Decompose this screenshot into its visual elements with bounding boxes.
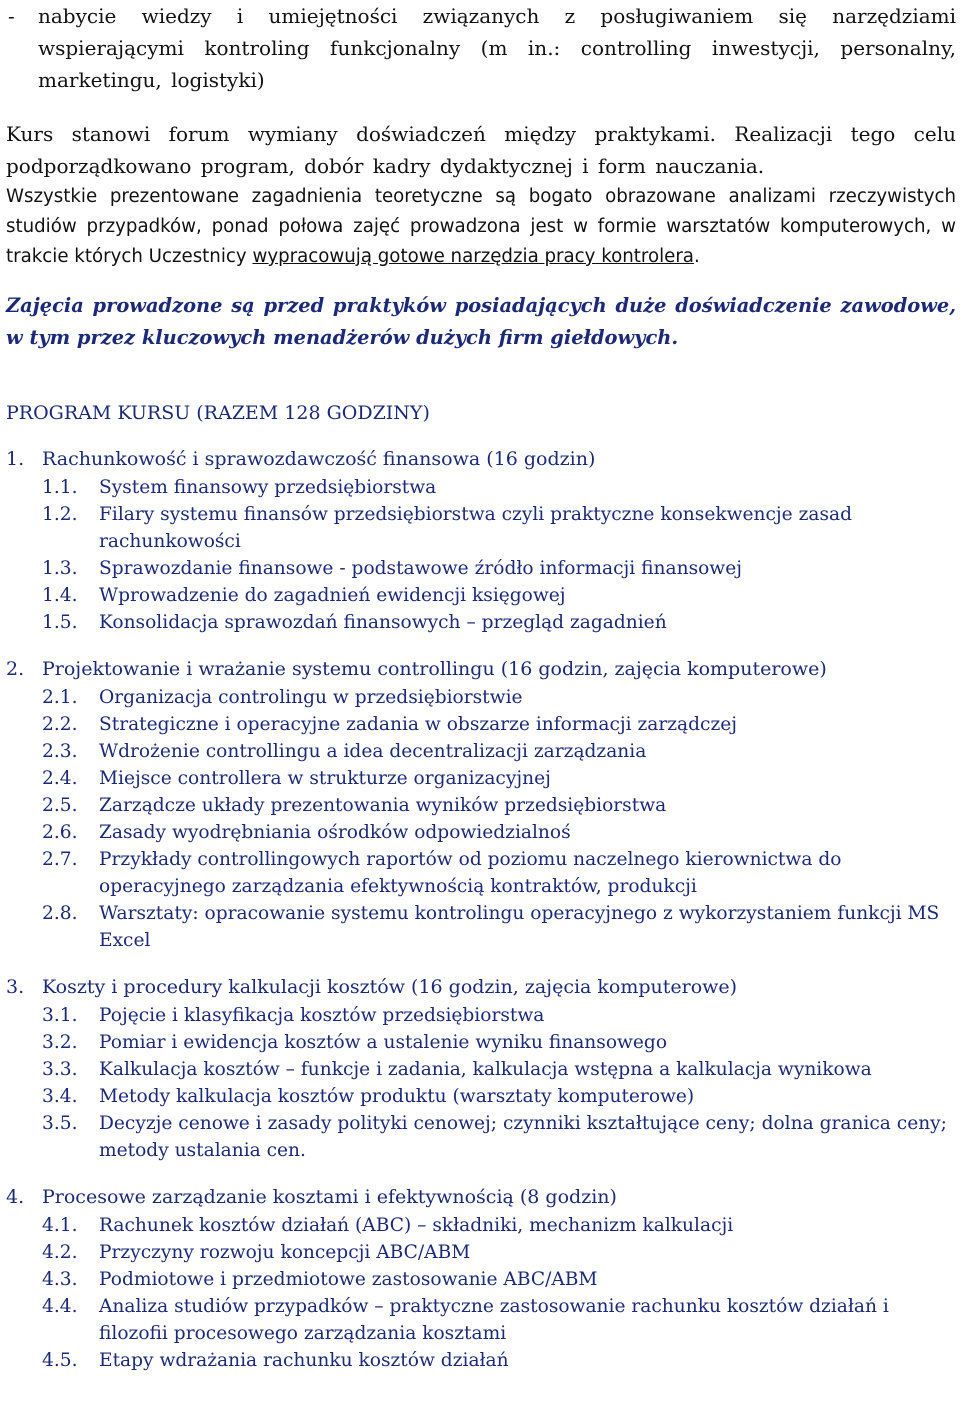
paragraph-2-lead: Wszystkie prezentowane zagadnienia teoretyczne są bogato obrazowane analizami rzeczywistych studiów przypadków, ponad połowa zajęć prowadzona jest w formie warsztatów komputerowych, w trakcie których Uczestnicy: [6, 186, 956, 267]
program-item: [6, 1002, 956, 1029]
section-title: Koszty i procedury kalkulacji kosztów (16 godzin, zajęcia komputerowe): [42, 976, 738, 998]
item-number: 2.1.: [42, 687, 78, 708]
item-number: 4.1.: [42, 1215, 78, 1236]
item-text: Podmiotowe i przedmiotowe zastosowanie ABC/ABM: [99, 1269, 598, 1290]
intro-bullet: [6, 0, 956, 96]
program-item: [6, 1110, 956, 1164]
program-item: [6, 501, 956, 555]
item-number: 1.2.: [42, 504, 78, 525]
program-item: [6, 1083, 956, 1110]
item-text: Przyczyny rozwoju koncepcji ABC/ABM: [99, 1242, 471, 1263]
item-text: System finansowy przedsiębiorstwa: [99, 477, 437, 498]
program-section: [6, 444, 956, 636]
section-heading: [6, 444, 956, 474]
item-text: Pomiar i ewidencja kosztów a ustalenie wyniku finansowego: [99, 1032, 668, 1053]
item-text: Pojęcie i klasyfikacja kosztów przedsiębiorstwa: [99, 1005, 545, 1026]
item-text: Zarządcze układy prezentowania wyników przedsiębiorstwa: [99, 795, 667, 816]
program-item: [6, 609, 956, 636]
program-item: [6, 1029, 956, 1056]
item-number: 3.4.: [42, 1086, 78, 1107]
item-number: 3.3.: [42, 1059, 78, 1080]
item-text: Warsztaty: opracowanie systemu kontrolingu operacyjnego z wykorzystaniem funkcji MS Excel: [99, 903, 940, 951]
program-title: PROGRAM KURSU (RAZEM 128 GODZINY): [6, 402, 430, 424]
program-item: [6, 1266, 956, 1293]
program-item: [6, 711, 956, 738]
program-item: [6, 1212, 956, 1239]
paragraph-2-underlined: wypracowują gotowe narzędzia pracy kontrolera: [252, 246, 694, 267]
item-number: 2.8.: [42, 903, 78, 924]
intro-paragraph-1: Kurs stanowi forum wymiany doświadczeń między praktykami. Realizacji tego celu podporządkowano program, dobór kadry dydaktycznej i form nauczania.: [6, 122, 956, 178]
program-section: [6, 1182, 956, 1374]
program-item: [6, 1293, 956, 1347]
item-number: 4.5.: [42, 1350, 78, 1371]
program-section: [6, 972, 956, 1164]
item-text: Zasady wyodrębniania ośrodków odpowiedzialnoś: [99, 822, 571, 843]
item-text: Strategiczne i operacyjne zadania w obszarze informacji zarządczej: [99, 714, 738, 735]
section-number: 1.: [6, 448, 25, 470]
program-item: [6, 474, 956, 501]
item-number: 2.5.: [42, 795, 78, 816]
program-section: [6, 654, 956, 954]
item-text: Sprawozdanie finansowe - podstawowe źródło informacji finansowej: [99, 558, 742, 579]
item-text: Decyzje cenowe i zasady polityki cenowej; czynniki kształtujące ceny; dolna granica ceny; metody ustalania cen.: [99, 1113, 947, 1161]
highlight-paragraph: Zajęcia prowadzone są przed praktyków posiadających duże doświadczenie zawodowe, w tym przez kluczowych menadżerów dużych firm giełdowych.: [6, 294, 956, 349]
program-item: [6, 900, 956, 954]
program-item: [6, 582, 956, 609]
item-number: 1.5.: [42, 612, 78, 633]
program-item: [6, 555, 956, 582]
section-heading: [6, 1182, 956, 1212]
item-number: 4.3.: [42, 1269, 78, 1290]
item-text: Wprowadzenie do zagadnień ewidencji księgowej: [99, 585, 566, 606]
item-text: Konsolidacja sprawozdań finansowych – przegląd zagadnień: [99, 612, 667, 633]
item-number: 1.3.: [42, 558, 78, 579]
document-page: [6, 0, 956, 1374]
section-heading: [6, 654, 956, 684]
program-item: [6, 1239, 956, 1266]
item-text: Przykłady controllingowych raportów od poziomu naczelnego kierownictwa do operacyjnego zarządzania efektywnością kontraktów, produkcji: [99, 849, 842, 897]
program-item: [6, 846, 956, 900]
section-number: 3.: [6, 976, 25, 998]
section-number: 4.: [6, 1186, 25, 1208]
paragraph-2-end: .: [693, 246, 700, 267]
item-text: Rachunek kosztów działań (ABC) – składniki, mechanizm kalkulacji: [99, 1215, 734, 1236]
item-text: Kalkulacja kosztów – funkcje i zadania, kalkulacja wstępna a kalkulacja wynikowa: [99, 1059, 872, 1080]
item-text: Analiza studiów przypadków – praktyczne zastosowanie rachunku kosztów działań i filozofii procesowego zarządzania kosztami: [99, 1296, 889, 1344]
section-heading: [6, 972, 956, 1002]
program-sections: [6, 444, 956, 1374]
intro-paragraph-2: [6, 182, 956, 272]
item-number: 2.3.: [42, 741, 78, 762]
section-number: 2.: [6, 658, 25, 680]
program-item: [6, 738, 956, 765]
program-item: [6, 765, 956, 792]
item-text: Filary systemu finansów przedsiębiorstwa czyli praktyczne konsekwencje zasad rachunkowości: [99, 504, 852, 552]
item-number: 2.2.: [42, 714, 78, 735]
bullet-dash: -: [8, 4, 15, 28]
bullet-text: nabycie wiedzy i umiejętności związanych z posługiwaniem się narzędziami wspierającymi kontroling funkcjonalny (m in.: controlling inwestycji, personalny, marketingu, logistyki): [38, 4, 956, 92]
item-text: Organizacja controlingu w przedsiębiorstwie: [99, 687, 523, 708]
section-title: Rachunkowość i sprawozdawczość finansowa (16 godzin): [42, 448, 596, 470]
program-item: [6, 819, 956, 846]
section-title: Projektowanie i wrażanie systemu controllingu (16 godzin, zajęcia komputerowe): [42, 658, 827, 680]
item-number: 2.4.: [42, 768, 78, 789]
item-text: Miejsce controllera w strukturze organizacyjnej: [99, 768, 551, 789]
item-text: Wdrożenie controllingu a idea decentralizacji zarządzania: [99, 741, 647, 762]
item-number: 4.2.: [42, 1242, 78, 1263]
item-number: 3.1.: [42, 1005, 78, 1026]
section-title: Procesowe zarządzanie kosztami i efektywnością (8 godzin): [42, 1186, 617, 1208]
program-item: [6, 1056, 956, 1083]
item-text: Etapy wdrażania rachunku kosztów działań: [99, 1350, 509, 1371]
item-number: 3.5.: [42, 1113, 78, 1134]
item-text: Metody kalkulacja kosztów produktu (warsztaty komputerowe): [99, 1086, 695, 1107]
program-item: [6, 792, 956, 819]
program-item: [6, 684, 956, 711]
item-number: 1.4.: [42, 585, 78, 606]
item-number: 4.4.: [42, 1296, 78, 1317]
item-number: 2.6.: [42, 822, 78, 843]
item-number: 3.2.: [42, 1032, 78, 1053]
item-number: 2.7.: [42, 849, 78, 870]
program-item: [6, 1347, 956, 1374]
item-number: 1.1.: [42, 477, 78, 498]
